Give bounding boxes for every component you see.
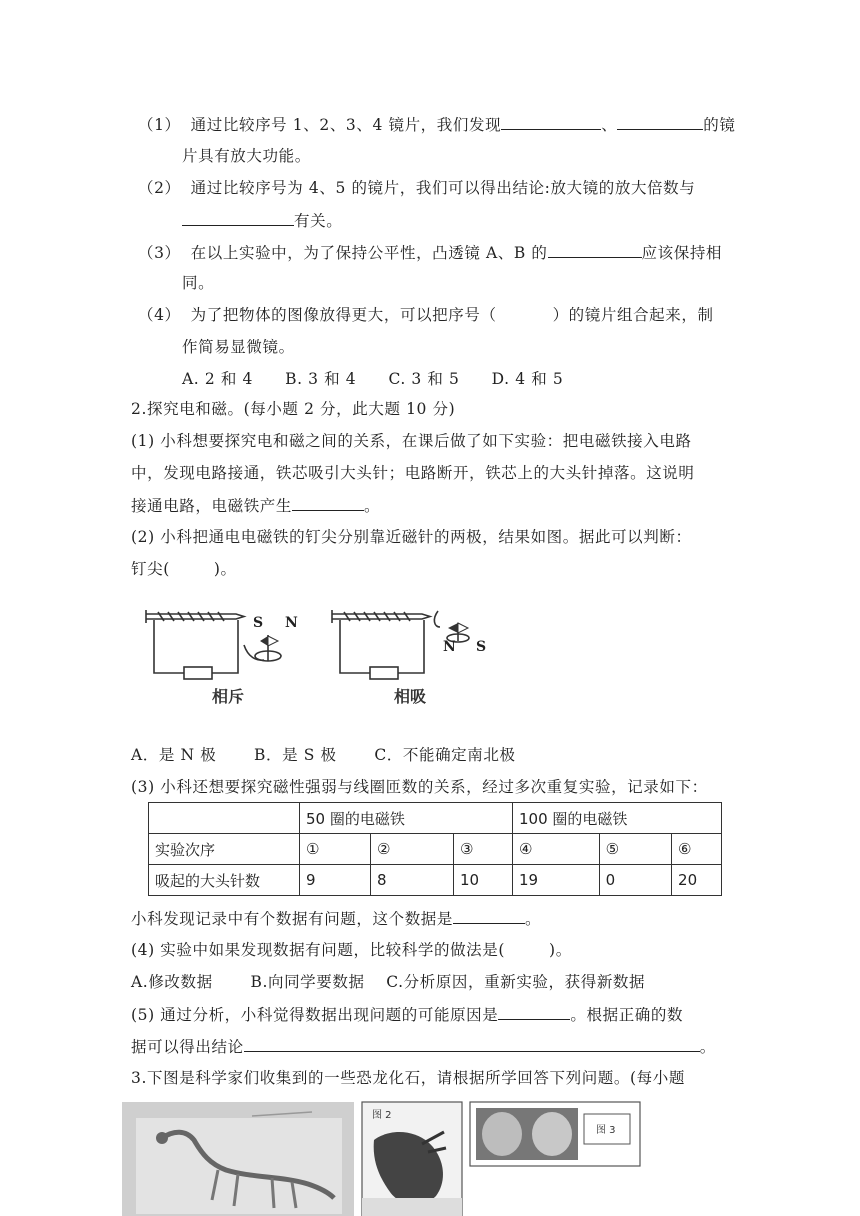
q2-p4: (4) 实验中如果发现数据有问题，比较科学的做法是( )。 bbox=[131, 941, 572, 959]
table-row-label: 吸起的大头针数 bbox=[149, 865, 300, 896]
needle-pointer bbox=[260, 636, 268, 646]
egg-icon bbox=[482, 1112, 522, 1156]
fig3-label: 图 3 bbox=[596, 1125, 616, 1136]
table-cell: ① bbox=[300, 834, 371, 865]
q2-p3-after: 小科发现记录中有个数据有问题，这个数据是 。 bbox=[131, 907, 541, 930]
table-cell: 19 bbox=[513, 865, 600, 896]
q2-p2-line1: (2) 小科把通电电磁铁的钉尖分别靠近磁针的两极，结果如图。据此可以判断： bbox=[131, 528, 692, 546]
answer-blank[interactable] bbox=[501, 113, 601, 130]
table-cell: ③ bbox=[454, 834, 513, 865]
table-cell: 0 bbox=[599, 865, 671, 896]
q1-item3-line2: 同。 bbox=[182, 274, 215, 292]
answer-blank[interactable] bbox=[453, 907, 525, 924]
table-cell: ⑤ bbox=[599, 834, 671, 865]
answer-blank[interactable] bbox=[292, 494, 364, 511]
table-cell: 10 bbox=[454, 865, 513, 896]
q2-p2-options: A．是 N 极 B．是 S 极 C．不能确定南北极 bbox=[131, 746, 516, 764]
q2-p1-line2: 中，发现电路接通，铁芯吸引大头针；电路断开，铁芯上的大头针掉落。这说明 bbox=[131, 464, 695, 482]
fossil-photos bbox=[122, 1100, 642, 1216]
q1-item2-line1: （2） 通过比较序号为 4、5 的镜片，我们可以得出结论:放大镜的放大倍数与 bbox=[138, 179, 696, 197]
answer-blank[interactable] bbox=[182, 209, 294, 226]
answer-blank[interactable] bbox=[548, 241, 642, 258]
table-cell: ② bbox=[371, 834, 454, 865]
q2-title: 2.探究电和磁。(每小题 2 分，此大题 10 分) bbox=[131, 400, 456, 418]
table-cell: 9 bbox=[300, 865, 371, 896]
table-group-100: 100 圈的电磁铁 bbox=[513, 803, 722, 834]
q2-p2-line2: 钉尖( )。 bbox=[131, 560, 237, 578]
egg-icon bbox=[532, 1112, 572, 1156]
q2-p3: (3) 小科还想要探究磁性强弱与线圈匝数的关系，经过多次重复实验，记录如下： bbox=[131, 778, 708, 796]
q1-item1-line1: （1） 通过比较序号 1、2、3、4 镜片，我们发现 、 的镜 bbox=[138, 113, 736, 136]
answer-blank[interactable] bbox=[244, 1035, 700, 1052]
q1-item4-line2: 作简易显微镜。 bbox=[182, 338, 295, 356]
needle-pointer bbox=[448, 623, 458, 633]
fig-label-n: N bbox=[285, 615, 298, 631]
fig-label-n: N bbox=[443, 639, 456, 655]
caption-attract: 相吸 bbox=[394, 687, 427, 706]
q3-title: 3.下图是科学家们收集到的一些恐龙化石，请根据所学回答下列问题。(每小题 bbox=[131, 1069, 685, 1087]
answer-blank[interactable] bbox=[498, 1003, 570, 1020]
q1-item4-line1: （4） 为了把物体的图像放得更大，可以把序号（ ）的镜片组合起来，制 bbox=[138, 306, 714, 324]
battery bbox=[184, 667, 212, 679]
q1-item1-line2: 片具有放大功能。 bbox=[182, 147, 311, 165]
table-group-50: 50 圈的电磁铁 bbox=[300, 803, 513, 834]
q2-p1-line3: 接通电路，电磁铁产生 。 bbox=[131, 494, 380, 517]
answer-blank[interactable] bbox=[617, 113, 703, 130]
fig-label-s: S bbox=[253, 615, 264, 631]
q1-item4-options: A. 2 和 4 B. 3 和 4 C. 3 和 5 D. 4 和 5 bbox=[182, 370, 564, 388]
circuit-wire bbox=[154, 620, 238, 673]
q1-item2-line2: 有关。 bbox=[182, 209, 342, 232]
table-row-label: 实验次序 bbox=[149, 834, 300, 865]
table-cell: ④ bbox=[513, 834, 600, 865]
electromagnet-figure bbox=[140, 605, 500, 715]
q1-item3-line1: （3） 在以上实验中，为了保持公平性，凸透镜 A、B 的 应该保持相 bbox=[138, 241, 722, 264]
q2-p4-options: A.修改数据 B.向同学要数据 C.分析原因，重新实验，获得新数据 bbox=[131, 973, 646, 991]
record-table bbox=[148, 802, 722, 896]
table-cell: 8 bbox=[371, 865, 454, 896]
fig2-label: 图 2 bbox=[372, 1110, 392, 1121]
q2-p5-line2: 据可以得出结论 。 bbox=[131, 1035, 716, 1058]
q2-p1-line1: (1) 小科想要探究电和磁之间的关系，在课后做了如下实验：把电磁铁接入电路 bbox=[131, 432, 692, 450]
fig-label-s: S bbox=[476, 639, 487, 655]
caption-repel: 相斥 bbox=[212, 687, 245, 706]
table-cell: ⑥ bbox=[672, 834, 722, 865]
rotation-arrow bbox=[434, 611, 440, 627]
q2-p5-line1: (5) 通过分析，小科觉得数据出现问题的可能原因是 。根据正确的数 bbox=[131, 1003, 683, 1026]
table-cell: 20 bbox=[672, 865, 722, 896]
